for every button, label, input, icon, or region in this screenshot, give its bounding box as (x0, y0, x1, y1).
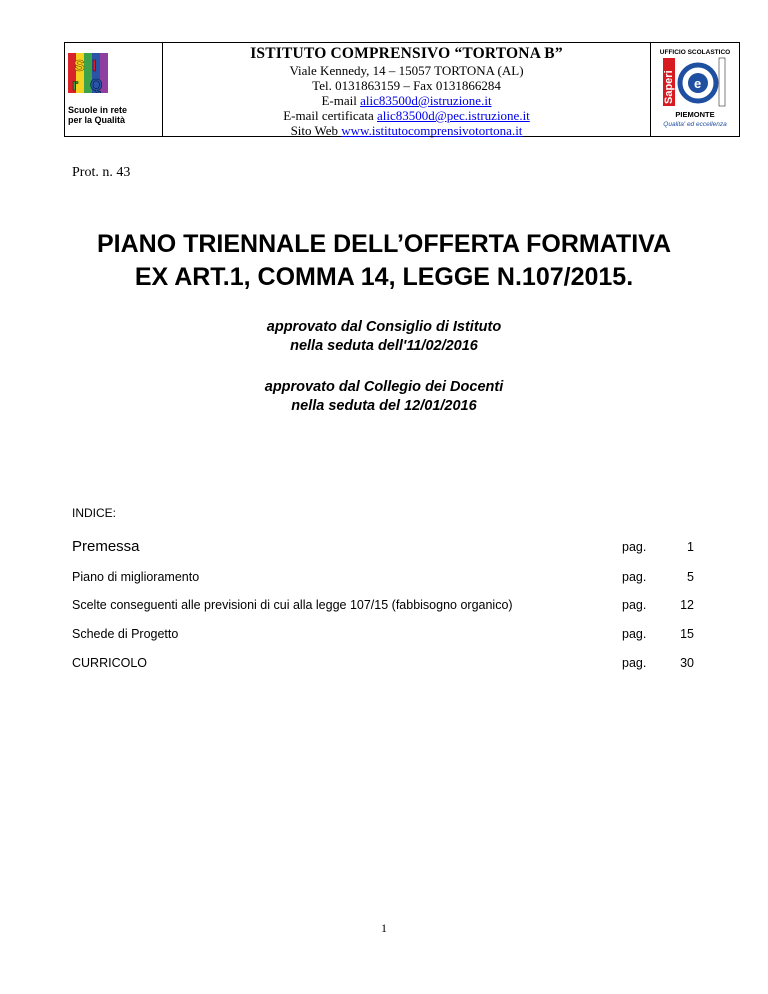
school-phone: Tel. 0131863159 – Fax 0131866284 (312, 78, 501, 93)
toc-item-pag: pag. (622, 627, 647, 641)
sirq-caption-line1: Scuole in rete (68, 105, 128, 115)
protocol-number: Prot. n. 43 (72, 165, 131, 180)
approval-council (0, 318, 768, 356)
toc-item-pag: pag. (622, 540, 647, 554)
web-label: Sito Web (290, 123, 342, 138)
school-name: ISTITUTO COMPRENSIVO “TORTONA B” (250, 45, 563, 62)
saperi-region-text: PIEMONTE (675, 110, 715, 119)
pec-link[interactable]: alic83500d@pec.istruzione.it (377, 108, 530, 123)
svg-text:I: I (92, 58, 97, 75)
saperi-brand-text: Saperi (663, 70, 675, 104)
pec-label: E-mail certificata (283, 108, 378, 123)
toc-item-page: 30 (680, 656, 694, 670)
toc-item-page: 15 (680, 627, 694, 641)
toc-item-title: CURRICOLO (72, 656, 148, 670)
approval-college-line2: nella seduta del 12/01/2016 (291, 398, 477, 414)
email-link[interactable]: alic83500d@istruzione.it (360, 93, 492, 108)
approval-council-line2: nella seduta dell'11/02/2016 (290, 338, 478, 354)
saperi-logo-box (650, 43, 739, 136)
web-link[interactable]: www.istitutocomprensivotortona.it (341, 123, 523, 138)
toc-item-title: Scelte conseguenti alle previsioni di cui alla legge 107/15 (fabbisogno organico) (72, 598, 513, 612)
svg-text:Q: Q (90, 77, 103, 93)
school-pec-line (162, 108, 651, 123)
index-label: INDICE: (72, 506, 117, 520)
sirq-caption (68, 105, 127, 125)
svg-text:r: r (72, 77, 79, 93)
toc-item-pag: pag. (622, 656, 647, 670)
page-number: 1 (381, 921, 387, 935)
title-line1: PIANO TRIENNALE DELL’OFFERTA FORMATIVA (96, 230, 672, 258)
sirq-logo-box (65, 43, 163, 136)
school-email-line (162, 93, 651, 108)
school-info (162, 43, 651, 136)
saperi-top-text: UFFICIO SCOLASTICO (659, 49, 731, 56)
sirq-caption-line2: per la Qualità (68, 115, 126, 125)
sirq-logo-icon (68, 53, 108, 93)
toc-item-title: Schede di Progetto (72, 627, 179, 641)
saperi-logo-icon (653, 46, 737, 134)
svg-text:S: S (74, 58, 85, 75)
approval-college (0, 378, 768, 416)
approval-council-line1: approvato dal Consiglio di Istituto (266, 319, 502, 335)
document-title (0, 228, 768, 294)
toc-item-pag: pag. (622, 570, 647, 584)
school-web-line (162, 123, 651, 138)
toc-item-page: 5 (687, 570, 694, 584)
toc-item-page: 1 (687, 540, 694, 554)
toc-item-title: Premessa (72, 538, 140, 555)
saperi-tagline-text: Qualita' ed eccellenza (663, 121, 727, 128)
approval-college-line1: approvato dal Collegio dei Docenti (264, 379, 504, 395)
letterhead (64, 42, 740, 137)
toc-item-pag: pag. (622, 598, 647, 612)
email-label: E-mail (321, 93, 361, 108)
toc-item-title: Piano di miglioramento (72, 570, 200, 584)
title-line2: EX ART.1, COMMA 14, LEGGE N.107/2015. (134, 263, 634, 291)
svg-text:e: e (694, 76, 702, 91)
school-address: Viale Kennedy, 14 – 15057 TORTONA (AL) (289, 63, 524, 78)
toc-item-page: 12 (680, 598, 694, 612)
